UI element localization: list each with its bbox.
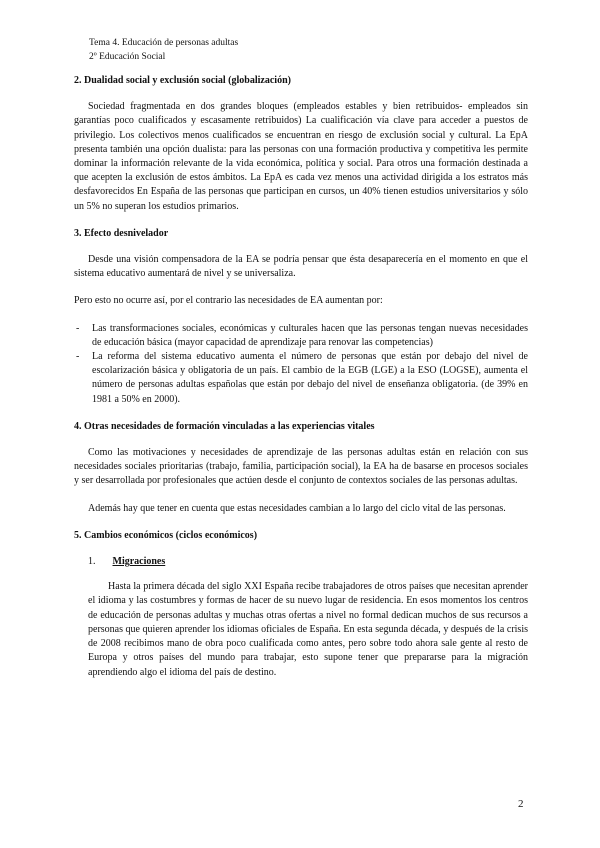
list-item-text: La reforma del sistema educativo aumenta el número de personas que están por debajo del nivel de escolarización básica y obligatoria de un país. El cambio de la EGB (LGE) a la ESO (LOGSE), aumenta el número de personas adultas españolas que están por debajo del nivel de enseñanza obligatoria. (de 39% en 1981 a 50% en 2000). [92, 351, 528, 405]
list-item-text: Las transformaciones sociales, económicas y culturales hacen que las personas tengan nuevas necesidades de educación básica (mayor capacidad de aprendizaje para renovar las competencias) [92, 322, 528, 348]
header-course-year: 2º Educación Social [89, 52, 166, 62]
header-course-title: Tema 4. Educación de personas adultas [89, 38, 239, 48]
list-item [74, 350, 528, 407]
section-2-paragraph: Sociedad fragmentada en dos grandes bloques (empleados estables y bien retribuidos- empleados sin garantías poco cualificados y escasamente retribuidos) La cualificación vía clave para acceder a puestos de privilegio. Los colectivos menos cualificados se encuentran en riesgo de exclusión social y cultural. La EpA presenta también una opción dualista: para las personas con una formación productiva y competitiva les permite dominar la información relevante de la vida económica, política y social. Para otros una formación destinada a que acepten la exclusión de estos ámbitos. La EpA es cada vez menos una actividad dirigida a los estratos más desfavorecidos En España de las personas que participan en cursos, un 40% tienen estudios universitarios y sólo un 5% no superan los estudios primarios. [74, 101, 528, 212]
subsection-migraciones [74, 555, 528, 569]
list-dash: - [76, 322, 80, 334]
document-body [74, 70, 528, 693]
section-4-paragraph-1: Como las motivaciones y necesidades de aprendizaje de las personas adultas están en relación con sus necesidades sociales prioritarias (trabajo, familia, participación social), la EA ha de basarse en procesos sociales y ser desarrollada por profesionales que actúen desde el conjunto de contextos sociales de las personas adultas. [74, 447, 528, 487]
section-5-heading: 5. Cambios económicos (ciclos económicos) [74, 529, 258, 541]
section-3-paragraph-1: Desde una visión compensadora de la EA se podría pensar que ésta desaparecería en el momento en que el sistema educativo aumentará de nivel y se universaliza. [74, 254, 528, 280]
page-header [89, 36, 238, 64]
section-4-paragraph-2: Además hay que tener en cuenta que estas necesidades cambian a lo largo del ciclo vital de las personas. [88, 502, 506, 514]
subsection-number: 1. [88, 556, 96, 568]
list-dash: - [76, 351, 80, 363]
subsection-paragraph: Hasta la primera década del siglo XXI España recibe trabajadores de otros países que necesitan aprender el idioma y las costumbres y formas de hacer de su nuevo lugar de residencia. En esos momentos los centros de educación de personas adultas y muchas otras ofertas a nivel no formal dedican muchos de sus recursos a personas que quieren aprender los idiomas oficiales de España. En esta segunda década, y después de la crisis de 2008 recibimos mano de obra poco cualificada como antes, pero sobre todo ahora sale gente al resto de Europa y otros países del mundo para trabajar, esto supone tener que prepararse para la migración aprendiendo algo el idioma del país de destino. [88, 581, 528, 678]
list-item [74, 322, 528, 350]
subsection-title: Migraciones [112, 556, 166, 568]
section-3-paragraph-2: Pero esto no ocurre así, por el contrario las necesidades de EA aumentan por: [74, 295, 383, 307]
section-3-list [74, 322, 528, 407]
section-4-heading: 4. Otras necesidades de formación vinculadas a las experiencias vitales [74, 420, 375, 432]
section-3-heading: 3. Efecto desnivelador [74, 227, 169, 239]
section-2-heading: 2. Dualidad social y exclusión social (globalización) [74, 75, 291, 86]
page-number: 2 [518, 798, 524, 810]
